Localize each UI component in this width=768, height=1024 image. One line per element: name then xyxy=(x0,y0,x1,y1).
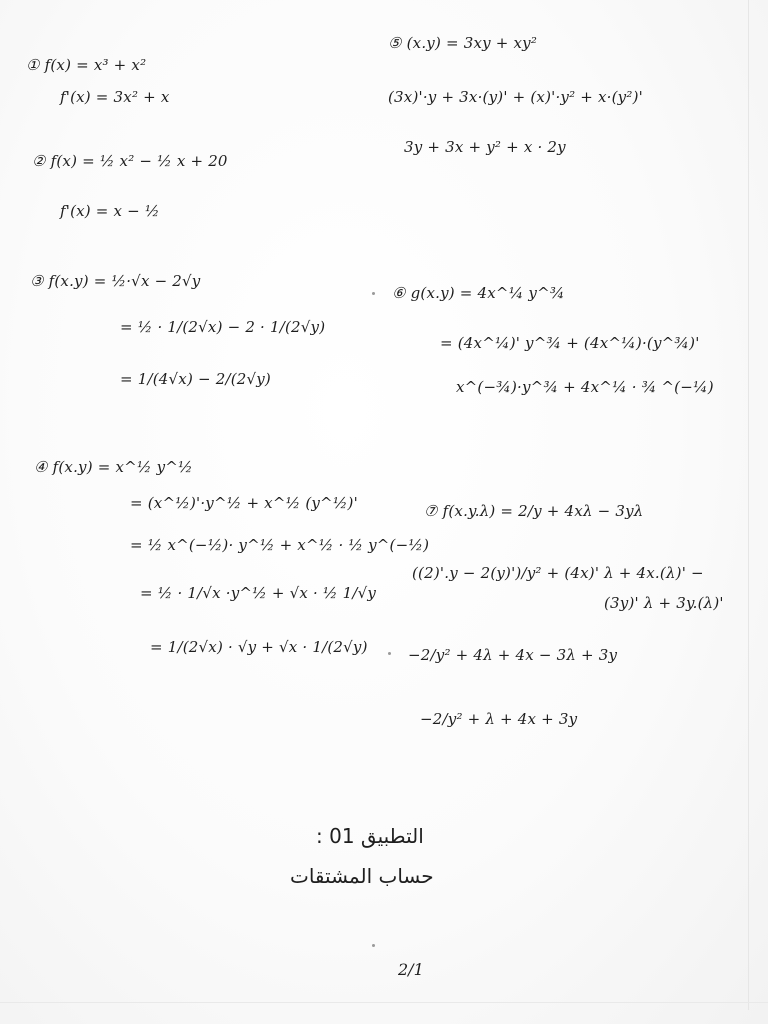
page-edge-right xyxy=(748,0,749,1010)
p7-line-3: (3y)' λ + 3y.(λ)' xyxy=(604,594,724,612)
exercise-subtitle: حساب المشتقات xyxy=(290,864,434,888)
p3-line-2: = ½ · 1/(2√x) − 2 · 1/(2√y) xyxy=(120,318,326,336)
p1-line-2: f'(x) = 3x² + x xyxy=(60,88,170,106)
p7-line-4: −2/y² + 4λ + 4x − 3λ + 3y xyxy=(408,646,618,664)
p4-line-5: = 1/(2√x) · √y + √x · 1/(2√y) xyxy=(150,638,368,656)
p6-line-2: = (4x^¼)' y^¾ + (4x^¼)·(y^¾)' xyxy=(440,334,700,352)
pen-dot xyxy=(372,944,375,947)
p5-line-2: (3x)'·y + 3x·(y)' + (x)'·y² + x·(y²)' xyxy=(388,88,643,106)
p5-line-1: ⑤ (x.y) = 3xy + xy² xyxy=(388,34,538,52)
page-number: 2/1 xyxy=(398,960,424,979)
pen-dot xyxy=(388,652,391,655)
p5-line-3: 3y + 3x + y² + x · 2y xyxy=(404,138,566,156)
p7-line-5: −2/y² + λ + 4x + 3y xyxy=(420,710,578,728)
p3-line-3: = 1/(4√x) − 2/(2√y) xyxy=(120,370,271,388)
p7-line-2: ((2)'.y − 2(y)')/y² + (4x)' λ + 4x.(λ)' − xyxy=(412,564,704,582)
exercise-title: التطبيق 01 : xyxy=(316,824,424,848)
p6-line-3: x^(−¾)·y^¾ + 4x^¼ · ¾ ^(−¼) xyxy=(456,378,714,396)
p4-line-3: = ½ x^(−½)· y^½ + x^½ · ½ y^(−½) xyxy=(130,536,430,554)
p7-line-1: ⑦ f(x.y.λ) = 2/y + 4xλ − 3yλ xyxy=(424,502,644,520)
p1-line-1: ① f(x) = x³ + x² xyxy=(26,56,147,74)
p6-line-1: ⑥ g(x.y) = 4x^¼ y^¾ xyxy=(392,284,565,302)
p2-line-2: f'(x) = x − ½ xyxy=(60,202,160,220)
pen-dot xyxy=(372,292,375,295)
p4-line-1: ④ f(x.y) = x^½ y^½ xyxy=(34,458,193,476)
p3-line-1: ③ f(x.y) = ½·√x − 2√y xyxy=(30,272,201,290)
p4-line-4: = ½ · 1/√x ·y^½ + √x · ½ 1/√y xyxy=(140,584,377,602)
p4-line-2: = (x^½)'·y^½ + x^½ (y^½)' xyxy=(130,494,358,512)
p2-line-1: ② f(x) = ½ x² − ½ x + 20 xyxy=(32,152,228,170)
page-edge-bottom xyxy=(0,1002,768,1003)
